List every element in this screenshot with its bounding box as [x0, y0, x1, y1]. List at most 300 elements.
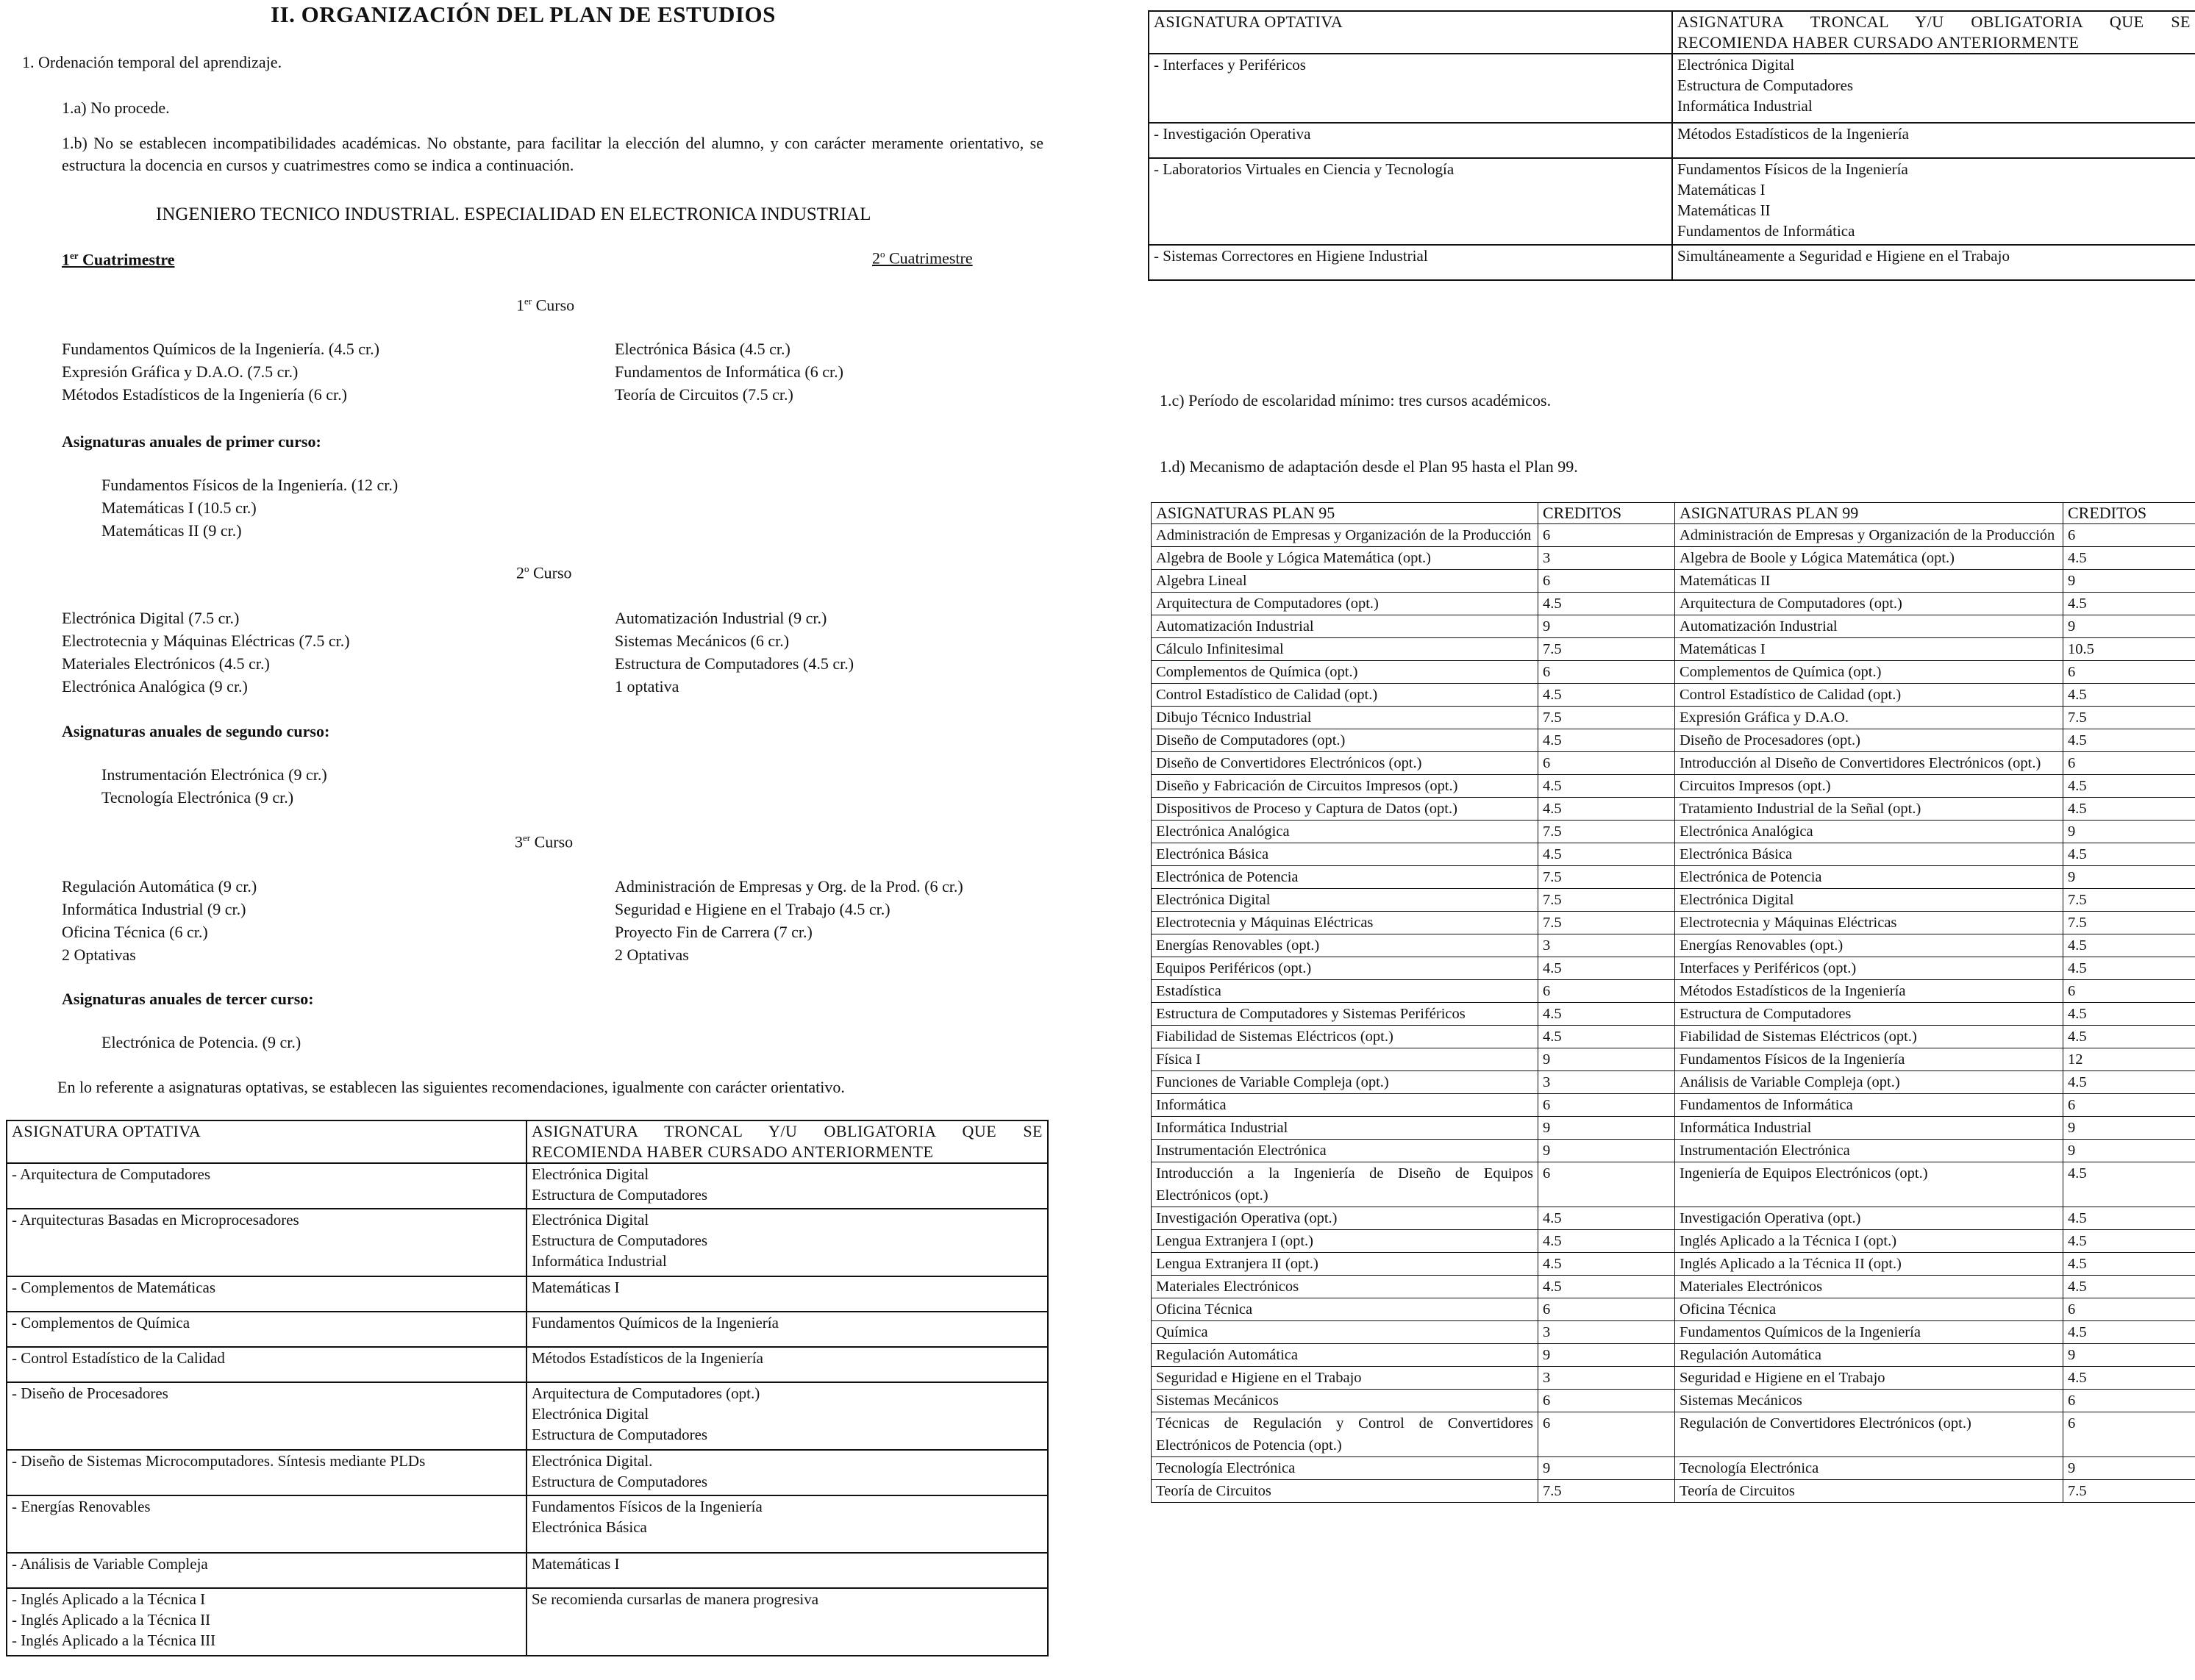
paragraph-1b: 1.b) No se establecen incompatibilidades académicas. No obstante, para facilitar la elección del alumno, y con carácter meramente orientativo, se estructura la docencia en cursos y cuatrimestres como se indica a continuación. — [62, 134, 1043, 174]
plan95-credits: 7.5 — [1538, 821, 1675, 843]
table-row — [1152, 1253, 2195, 1276]
table-row — [1152, 821, 2195, 843]
plan95-subject: Diseño de Convertidores Electrónicos (opt.) — [1152, 752, 1538, 775]
table-row — [1152, 547, 2195, 570]
table-row — [7, 1450, 1048, 1495]
table-row — [7, 1209, 1048, 1276]
table-row — [1152, 1276, 2195, 1298]
anual-3-list — [101, 1031, 301, 1054]
optativa-cell: - Interfaces y Periféricos — [1149, 54, 1672, 123]
table-row — [1152, 1230, 2195, 1253]
plan95-subject: Lengua Extranjera I (opt.) — [1152, 1230, 1538, 1253]
plan99-credits: 6 — [2063, 980, 2195, 1003]
plan99-credits: 4.5 — [2063, 798, 2195, 821]
plan95-credits: 7.5 — [1538, 1480, 1675, 1503]
recommended-cell — [527, 1312, 1048, 1347]
table-row — [1152, 729, 2195, 752]
optativa-cell: - Complementos de Matemáticas — [7, 1276, 527, 1312]
plan95-credits: 4.5 — [1538, 593, 1675, 615]
plan99-credits: 4.5 — [2063, 1276, 2195, 1298]
recommended-subject: Electrónica Digital — [1677, 56, 1795, 74]
column-header: ASIGNATURAS PLAN 95 — [1152, 503, 1538, 524]
plan99-credits: 9 — [2063, 1117, 2195, 1140]
recommended-subject: Matemáticas I — [1677, 181, 1766, 199]
plan95-subject: Arquitectura de Computadores (opt.) — [1152, 593, 1538, 615]
plan95-subject: Estadística — [1152, 980, 1538, 1003]
plan95-subject: Investigación Operativa (opt.) — [1152, 1207, 1538, 1230]
plan95-subject: Lengua Extranjera II (opt.) — [1152, 1253, 1538, 1276]
table-row — [1152, 1026, 2195, 1048]
plan95-credits: 4.5 — [1538, 775, 1675, 798]
optativa-cell: - Diseño de Sistemas Microcomputadores. Síntesis mediante PLDs — [7, 1450, 527, 1495]
subject-item: Expresión Gráfica y D.A.O. (7.5 cr.) — [62, 362, 299, 381]
cuatrimestre-2-label: 2$^o$ Cuatrimestre — [872, 249, 973, 268]
plan99-credits: 7.5 — [2063, 1480, 2195, 1503]
table-row — [1152, 1457, 2195, 1480]
plan95-subject: Tecnología Electrónica — [1152, 1457, 1538, 1480]
plan95-credits: 7.5 — [1538, 912, 1675, 934]
plan95-subject: Fiabilidad de Sistemas Eléctricos (opt.) — [1152, 1026, 1538, 1048]
subject-item: Administración de Empresas y Org. de la Prod. (6 cr.) — [615, 877, 963, 896]
plan95-subject: Algebra Lineal — [1152, 570, 1538, 593]
table-row — [1152, 957, 2195, 980]
plan99-subject: Expresión Gráfica y D.A.O. — [1675, 707, 2063, 729]
curso-1-col-2 — [615, 337, 843, 406]
table-row — [1149, 54, 2195, 123]
plan99-credits: 6 — [2063, 752, 2195, 775]
plan95-credits: 9 — [1538, 1117, 1675, 1140]
plan95-subject: Informática Industrial — [1152, 1117, 1538, 1140]
plan95-credits: 6 — [1538, 752, 1675, 775]
paragraph-1d: 1.d) Mecanismo de adaptación desde el Plan 95 hasta el Plan 99. — [1160, 457, 1578, 476]
plan95-credits: 6 — [1538, 1162, 1675, 1207]
plan95-credits: 3 — [1538, 547, 1675, 570]
subject-item: Informática Industrial (9 cr.) — [62, 900, 246, 918]
plan95-credits: 4.5 — [1538, 1276, 1675, 1298]
plan95-credits: 7.5 — [1538, 638, 1675, 661]
plan95-credits: 6 — [1538, 524, 1675, 547]
subject-item: Matemáticas I (10.5 cr.) — [101, 498, 257, 517]
plan99-credits: 6 — [2063, 1412, 2195, 1457]
plan95-subject: Estructura de Computadores y Sistemas Periféricos — [1152, 1003, 1538, 1026]
anual-2-list — [101, 763, 327, 809]
plan99-credits: 4.5 — [2063, 593, 2195, 615]
plan95-credits: 9 — [1538, 615, 1675, 638]
subject-item: Electrónica de Potencia. (9 cr.) — [101, 1033, 301, 1051]
subject-item: Electrónica Digital (7.5 cr.) — [62, 609, 240, 627]
curso-2-col-2 — [615, 607, 854, 698]
plan95-subject: Dibujo Técnico Industrial — [1152, 707, 1538, 729]
optativa-cell: - Arquitecturas Basadas en Microprocesadores — [7, 1209, 527, 1276]
plan99-subject: Análisis de Variable Compleja (opt.) — [1675, 1071, 2063, 1094]
curso-3-col-2 — [615, 875, 963, 966]
optativa-cell: - Diseño de Procesadores — [7, 1382, 527, 1450]
subject-item: Materiales Electrónicos (4.5 cr.) — [62, 654, 270, 673]
plan99-subject: Investigación Operativa (opt.) — [1675, 1207, 2063, 1230]
plan95-credits: 7.5 — [1538, 707, 1675, 729]
plan99-credits: 4.5 — [2063, 843, 2195, 866]
recommended-subject: Simultáneamente a Seguridad e Higiene en el Trabajo — [1677, 247, 2010, 265]
plan99-subject: Regulación Automática — [1675, 1344, 2063, 1367]
recommended-cell — [527, 1553, 1048, 1588]
plan99-subject: Automatización Industrial — [1675, 615, 2063, 638]
table-row — [1152, 798, 2195, 821]
plan99-credits: 9 — [2063, 1140, 2195, 1162]
plan95-credits: 6 — [1538, 1390, 1675, 1412]
recommended-subject: Fundamentos Físicos de la Ingeniería — [1677, 160, 1908, 178]
table-row — [1152, 707, 2195, 729]
plan95-credits: 4.5 — [1538, 843, 1675, 866]
plan95-subject: Electrónica de Potencia — [1152, 866, 1538, 889]
plan99-credits: 9 — [2063, 570, 2195, 593]
plan99-subject: Electrónica Analógica — [1675, 821, 2063, 843]
subject-item: Proyecto Fin de Carrera (7 cr.) — [615, 923, 813, 941]
table-row — [1149, 158, 2195, 245]
table-row — [1152, 775, 2195, 798]
subject-item: 2 Optativas — [62, 946, 136, 964]
plan95-credits: 3 — [1538, 934, 1675, 957]
plan95-credits: 9 — [1538, 1344, 1675, 1367]
plan95-subject: Automatización Industrial — [1152, 615, 1538, 638]
table-row — [7, 1495, 1048, 1553]
optativa-cell: - Control Estadístico de la Calidad — [7, 1347, 527, 1382]
subject-item: Fundamentos de Informática (6 cr.) — [615, 362, 843, 381]
plan99-credits: 4.5 — [2063, 1230, 2195, 1253]
recommended-subject: Electrónica Digital. — [532, 1452, 653, 1470]
recommended-subject: Estructura de Computadores — [1677, 76, 1854, 94]
plan95-subject: Sistemas Mecánicos — [1152, 1390, 1538, 1412]
recommended-subject: Fundamentos de Informática — [1677, 222, 1855, 240]
subject-item: Fundamentos Químicos de la Ingeniería. (4.5 cr.) — [62, 340, 379, 358]
table-row — [7, 1276, 1048, 1312]
recommended-subject: Electrónica Digital — [532, 1211, 649, 1229]
paragraph-1a: 1.a) No procede. — [62, 99, 170, 117]
recommended-cell — [1672, 245, 2195, 280]
subject-item: 2 Optativas — [615, 946, 689, 964]
table-row — [7, 1588, 1048, 1656]
recommended-subject: Arquitectura de Computadores (opt.) — [532, 1384, 760, 1402]
plan95-subject: Regulación Automática — [1152, 1344, 1538, 1367]
recommended-subject: Electrónica Básica — [532, 1518, 647, 1536]
table-header-row — [7, 1120, 1048, 1163]
plan99-subject: Inglés Aplicado a la Técnica I (opt.) — [1675, 1230, 2063, 1253]
plan99-subject: Arquitectura de Computadores (opt.) — [1675, 593, 2063, 615]
plan99-subject: Inglés Aplicado a la Técnica II (opt.) — [1675, 1253, 2063, 1276]
subject-item: Matemáticas II (9 cr.) — [101, 521, 242, 540]
table-row — [1152, 843, 2195, 866]
table-row — [1152, 1162, 2195, 1207]
plan95-subject: Introducción a la Ingeniería de Diseño de Equipos Electrónicos (opt.) — [1152, 1162, 1538, 1207]
table-row — [1152, 1344, 2195, 1367]
column-header: ASIGNATURA OPTATIVA — [1149, 11, 1672, 54]
recommended-subject: Informática Industrial — [532, 1252, 667, 1270]
recommended-cell — [527, 1163, 1048, 1209]
table-row — [7, 1312, 1048, 1347]
plan95-credits: 4.5 — [1538, 1026, 1675, 1048]
plan99-subject: Fundamentos Químicos de la Ingeniería — [1675, 1321, 2063, 1344]
plan99-credits: 7.5 — [2063, 912, 2195, 934]
subject-item: Electrotecnia y Máquinas Eléctricas (7.5 cr.) — [62, 632, 350, 650]
optativa-cell: - Complementos de Química — [7, 1312, 527, 1347]
plan99-credits: 4.5 — [2063, 1162, 2195, 1207]
plan99-credits: 7.5 — [2063, 707, 2195, 729]
plan99-credits: 9 — [2063, 866, 2195, 889]
plan95-credits: 9 — [1538, 1140, 1675, 1162]
curso-3-label: 3er Curso — [515, 832, 574, 851]
plan95-credits: 4.5 — [1538, 1230, 1675, 1253]
plan95-credits: 6 — [1538, 980, 1675, 1003]
optativa-cell: - Arquitectura de Computadores — [7, 1163, 527, 1209]
plan95-credits: 4.5 — [1538, 798, 1675, 821]
plan99-subject: Matemáticas I — [1675, 638, 2063, 661]
column-header: CREDITOS — [1538, 503, 1675, 524]
plan99-subject: Complementos de Química (opt.) — [1675, 661, 2063, 684]
column-header: CREDITOS — [2063, 503, 2195, 524]
plan99-subject: Energías Renovables (opt.) — [1675, 934, 2063, 957]
plan95-subject: Diseño de Computadores (opt.) — [1152, 729, 1538, 752]
plan99-subject: Interfaces y Periféricos (opt.) — [1675, 957, 2063, 980]
recommended-cell — [527, 1382, 1048, 1450]
recommended-subject: Matemáticas I — [532, 1555, 620, 1573]
plan99-subject: Matemáticas II — [1675, 570, 2063, 593]
anual-2-label: Asignaturas anuales de segundo curso: — [62, 722, 330, 740]
recommended-cell — [527, 1276, 1048, 1312]
subject-item: Electrónica Básica (4.5 cr.) — [615, 340, 790, 358]
table-row — [1152, 1071, 2195, 1094]
plan99-subject: Informática Industrial — [1675, 1117, 2063, 1140]
table-row — [1152, 661, 2195, 684]
recommended-cell — [527, 1450, 1048, 1495]
plan99-subject: Electrónica Básica — [1675, 843, 2063, 866]
plan99-credits: 4.5 — [2063, 957, 2195, 980]
plan99-subject: Sistemas Mecánicos — [1675, 1390, 2063, 1412]
recommended-subject: Fundamentos Físicos de la Ingeniería — [532, 1498, 763, 1515]
plan99-credits: 9 — [2063, 1344, 2195, 1367]
plan99-subject: Métodos Estadísticos de la Ingeniería — [1675, 980, 2063, 1003]
subject-item: Automatización Industrial (9 cr.) — [615, 609, 827, 627]
plan99-credits: 4.5 — [2063, 684, 2195, 707]
recommended-cell — [527, 1588, 1048, 1656]
curso-2-col-1 — [62, 607, 350, 698]
recommended-subject: Estructura de Computadores — [532, 1426, 708, 1443]
plan99-credits: 4.5 — [2063, 729, 2195, 752]
degree-heading: INGENIERO TECNICO INDUSTRIAL. ESPECIALIDAD EN ELECTRONICA INDUSTRIAL — [156, 204, 871, 224]
plan95-subject: Electrotecnia y Máquinas Eléctricas — [1152, 912, 1538, 934]
plan95-credits: 3 — [1538, 1321, 1675, 1344]
subject-item: Sistemas Mecánicos (6 cr.) — [615, 632, 790, 650]
plan95-subject: Instrumentación Electrónica — [1152, 1140, 1538, 1162]
plan95-credits: 7.5 — [1538, 866, 1675, 889]
table-row — [1152, 593, 2195, 615]
column-header: ASIGNATURA OPTATIVA — [7, 1120, 527, 1163]
recommended-subject: Matemáticas I — [532, 1279, 620, 1296]
optativas-table-right — [1148, 10, 2195, 281]
table-row — [1152, 889, 2195, 912]
recommended-cell — [1672, 158, 2195, 245]
plan99-subject: Regulación de Convertidores Electrónicos (opt.) — [1675, 1412, 2063, 1457]
plan95-credits: 3 — [1538, 1071, 1675, 1094]
plan95-subject: Dispositivos de Proceso y Captura de Datos (opt.) — [1152, 798, 1538, 821]
plan99-subject: Ingeniería de Equipos Electrónicos (opt.) — [1675, 1162, 2063, 1207]
table-row — [1152, 912, 2195, 934]
table-row — [1152, 638, 2195, 661]
plan99-credits: 6 — [2063, 1094, 2195, 1117]
plan95-credits: 4.5 — [1538, 1207, 1675, 1230]
plan99-subject: Diseño de Procesadores (opt.) — [1675, 729, 2063, 752]
table-row — [7, 1347, 1048, 1382]
subject-item: Fundamentos Físicos de la Ingeniería. (12 cr.) — [101, 476, 399, 494]
table-row — [1152, 615, 2195, 638]
table-row — [1152, 1140, 2195, 1162]
plan95-subject: Funciones de Variable Compleja (opt.) — [1152, 1071, 1538, 1094]
plan99-credits: 4.5 — [2063, 775, 2195, 798]
table-row — [1152, 1321, 2195, 1344]
optativa-cell: - Inglés Aplicado a la Técnica I - Inglés Aplicado a la Técnica II - Inglés Aplicado a la Técnica III — [7, 1588, 527, 1656]
curso-1-col-1 — [62, 337, 379, 406]
recommended-subject: Matemáticas II — [1677, 201, 1771, 219]
plan99-subject: Algebra de Boole y Lógica Matemática (opt.) — [1675, 547, 2063, 570]
table-row — [1152, 752, 2195, 775]
plan99-credits: 6 — [2063, 524, 2195, 547]
recommended-subject: Electrónica Digital — [532, 1405, 649, 1423]
table-row — [1152, 866, 2195, 889]
plan95-subject: Algebra de Boole y Lógica Matemática (opt.) — [1152, 547, 1538, 570]
paragraph-1c: 1.c) Período de escolaridad mínimo: tres cursos académicos. — [1160, 391, 1552, 410]
table-row — [7, 1163, 1048, 1209]
plan99-subject: Fundamentos de Informática — [1675, 1094, 2063, 1117]
plan99-credits: 4.5 — [2063, 1207, 2195, 1230]
curso-1-label: 1er Curso — [516, 296, 575, 315]
table-header-row — [1149, 11, 2195, 54]
recommended-subject: Informática Industrial — [1677, 97, 1813, 115]
plan95-credits: 7.5 — [1538, 889, 1675, 912]
table-row — [1149, 123, 2195, 158]
recommended-subject: Se recomienda cursarlas de manera progresiva — [532, 1590, 819, 1608]
recommended-subject: Métodos Estadísticos de la Ingeniería — [532, 1349, 763, 1367]
plan95-subject: Administración de Empresas y Organización de la Producción — [1152, 524, 1538, 547]
plan95-credits: 4.5 — [1538, 729, 1675, 752]
plan99-credits: 9 — [2063, 821, 2195, 843]
column-header: ASIGNATURAS PLAN 99 — [1675, 503, 2063, 524]
table-row — [1152, 1480, 2195, 1503]
anual-1-list — [101, 473, 398, 542]
plan99-credits: 4.5 — [2063, 1071, 2195, 1094]
table-row — [1152, 1298, 2195, 1321]
recommended-subject: Electrónica Digital — [532, 1165, 649, 1183]
plan95-subject: Electrónica Básica — [1152, 843, 1538, 866]
plan99-subject: Estructura de Computadores — [1675, 1003, 2063, 1026]
plan99-credits: 4.5 — [2063, 1026, 2195, 1048]
plan99-subject: Fundamentos Físicos de la Ingeniería — [1675, 1048, 2063, 1071]
subject-item: Métodos Estadísticos de la Ingeniería (6 cr.) — [62, 385, 347, 404]
plan99-subject: Introducción al Diseño de Convertidores Electrónicos (opt.) — [1675, 752, 2063, 775]
page-title: II. ORGANIZACIÓN DEL PLAN DE ESTUDIOS — [271, 1, 776, 27]
plan99-credits: 4.5 — [2063, 1253, 2195, 1276]
recommended-subject: Fundamentos Químicos de la Ingeniería — [532, 1314, 779, 1332]
plan99-subject: Oficina Técnica — [1675, 1298, 2063, 1321]
optativas-table-left — [6, 1120, 1049, 1656]
recommended-cell — [527, 1209, 1048, 1276]
recommended-cell — [1672, 123, 2195, 158]
section-1-heading: 1. Ordenación temporal del aprendizaje. — [22, 53, 282, 71]
plan95-subject: Seguridad e Higiene en el Trabajo — [1152, 1367, 1538, 1390]
plan95-subject: Técnicas de Regulación y Control de Convertidores Electrónicos de Potencia (opt.) — [1152, 1412, 1538, 1457]
plan95-credits: 6 — [1538, 570, 1675, 593]
table-row — [1152, 684, 2195, 707]
plan95-credits: 9 — [1538, 1048, 1675, 1071]
adaptation-table — [1151, 502, 2195, 1503]
optativa-cell: - Análisis de Variable Compleja — [7, 1553, 527, 1588]
curso-2-label: 2$^o$ Curso — [516, 563, 572, 582]
plan99-subject: Circuitos Impresos (opt.) — [1675, 775, 2063, 798]
plan99-subject: Control Estadístico de Calidad (opt.) — [1675, 684, 2063, 707]
plan95-credits: 4.5 — [1538, 1253, 1675, 1276]
subject-item: Instrumentación Electrónica (9 cr.) — [101, 765, 327, 784]
plan95-credits: 9 — [1538, 1457, 1675, 1480]
plan99-credits: 9 — [2063, 615, 2195, 638]
plan95-subject: Química — [1152, 1321, 1538, 1344]
anual-1-label: Asignaturas anuales de primer curso: — [62, 432, 321, 451]
column-header: ASIGNATURA TRONCAL Y/U OBLIGATORIA QUE SE RECOMIENDA HABER CURSADO ANTERIORMENTE — [1672, 11, 2195, 54]
table-row — [1152, 1094, 2195, 1117]
table-row — [7, 1553, 1048, 1588]
plan99-subject: Electrónica de Potencia — [1675, 866, 2063, 889]
subject-item: Oficina Técnica (6 cr.) — [62, 923, 208, 941]
optativas-note: En lo referente a asignaturas optativas, se establecen las siguientes recomendaciones, igualmente con carácter orientativo. — [57, 1078, 845, 1096]
plan95-subject: Cálculo Infinitesimal — [1152, 638, 1538, 661]
plan95-credits: 6 — [1538, 1298, 1675, 1321]
plan99-credits: 6 — [2063, 1298, 2195, 1321]
table-row — [1152, 570, 2195, 593]
curso-3-col-1 — [62, 875, 257, 966]
plan95-subject: Diseño y Fabricación de Circuitos Impresos (opt.) — [1152, 775, 1538, 798]
plan95-subject: Equipos Periféricos (opt.) — [1152, 957, 1538, 980]
table-row — [1152, 980, 2195, 1003]
plan95-credits: 4.5 — [1538, 957, 1675, 980]
plan99-credits: 4.5 — [2063, 934, 2195, 957]
plan99-credits: 10.5 — [2063, 638, 2195, 661]
plan95-credits: 6 — [1538, 661, 1675, 684]
plan95-subject: Materiales Electrónicos — [1152, 1276, 1538, 1298]
plan95-subject: Energías Renovables (opt.) — [1152, 934, 1538, 957]
recommended-subject: Estructura de Computadores — [532, 1186, 708, 1204]
subject-item: 1 optativa — [615, 677, 679, 696]
plan99-credits: 6 — [2063, 1390, 2195, 1412]
recommended-subject: Métodos Estadísticos de la Ingeniería — [1677, 125, 1909, 143]
table-row — [1152, 1117, 2195, 1140]
plan99-subject: Seguridad e Higiene en el Trabajo — [1675, 1367, 2063, 1390]
plan95-subject: Oficina Técnica — [1152, 1298, 1538, 1321]
table-row — [1149, 245, 2195, 280]
anual-3-label: Asignaturas anuales de tercer curso: — [62, 990, 314, 1008]
table-row — [1152, 1367, 2195, 1390]
plan99-subject: Teoría de Circuitos — [1675, 1480, 2063, 1503]
subject-item: Regulación Automática (9 cr.) — [62, 877, 257, 896]
table-row — [1152, 934, 2195, 957]
table-row — [1152, 1048, 2195, 1071]
plan99-credits: 4.5 — [2063, 547, 2195, 570]
plan99-subject: Administración de Empresas y Organización de la Producción — [1675, 524, 2063, 547]
plan95-subject: Complementos de Química (opt.) — [1152, 661, 1538, 684]
plan99-subject: Electrónica Digital — [1675, 889, 2063, 912]
plan95-credits: 3 — [1538, 1367, 1675, 1390]
plan99-credits: 6 — [2063, 661, 2195, 684]
table-row — [1152, 524, 2195, 547]
table-row — [1152, 1207, 2195, 1230]
optativa-cell: - Investigación Operativa — [1149, 123, 1672, 158]
subject-item: Electrónica Analógica (9 cr.) — [62, 677, 248, 696]
table-row — [1152, 1003, 2195, 1026]
